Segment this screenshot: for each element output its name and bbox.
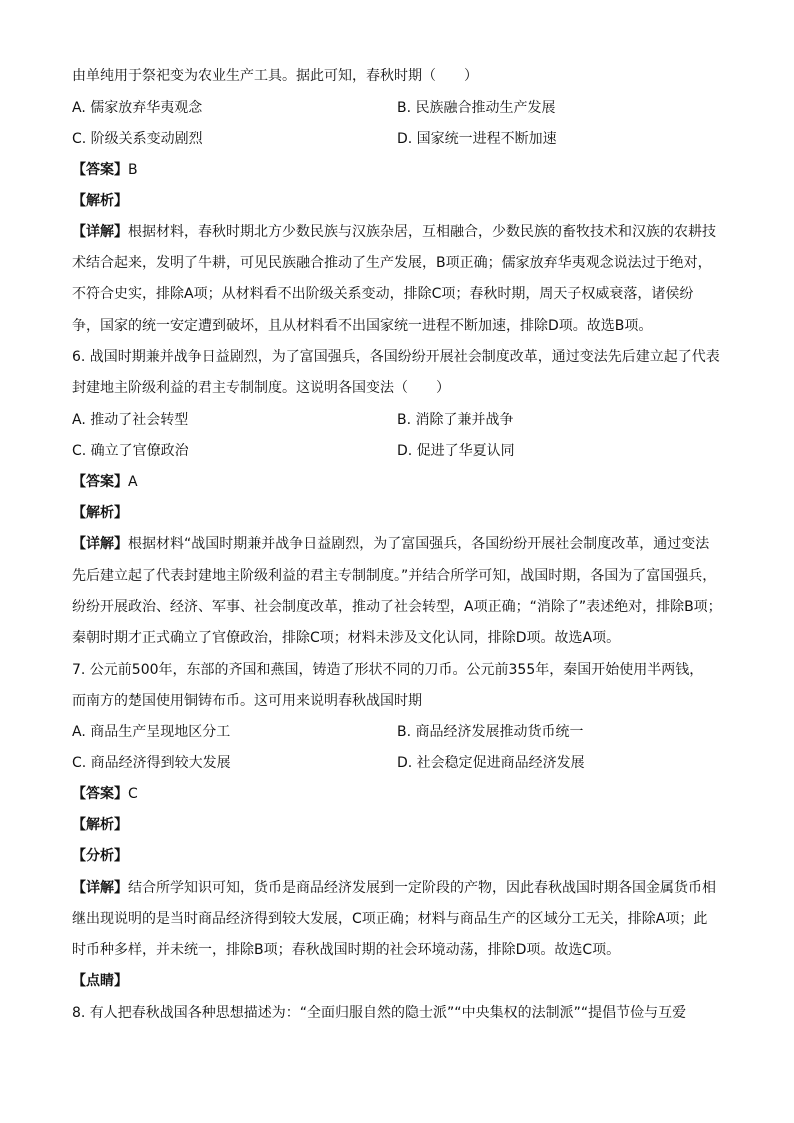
detail-text: 结合所学知识可知，货币是商品经济发展到一定阶段的产物，因此春秋战国时期各国金属货币相 — [128, 880, 716, 896]
answer-tag: 【答案】 — [72, 474, 128, 490]
q5-analysis-tag: 【解析】 — [72, 193, 128, 209]
q6-option-d: D. 促进了华夏认同 — [397, 443, 515, 459]
answer-tag: 【答案】 — [72, 786, 128, 802]
q5-detail-line-4: 争，国家的统一安定遭到破坏，且从材料看不出国家统一进程不断加速，排除D项。故选B项。 — [72, 318, 653, 334]
q7-stem-line-1: 7. 公元前500年，东部的齐国和燕国，铸造了形状不同的刀币。公元前355年，秦国开始使用半两钱， — [72, 662, 704, 678]
q8-stem-line-1: 8. 有人把春秋战国各种思想描述为：“全面归服自然的隐士派”“中央集权的法制派”“提倡节俭与互爱 — [72, 1005, 687, 1021]
q5-option-b: B. 民族融合推动生产发展 — [397, 100, 556, 116]
q7-option-a: A. 商品生产呈现地区分工 — [72, 724, 231, 740]
answer-value: C — [128, 786, 138, 802]
q7-detail-line-2: 继出现说明的是当时商品经济得到较大发展，C项正确；材料与商品生产的区域分工无关，排除A项；此 — [72, 911, 708, 927]
answer-value: A — [128, 474, 138, 490]
q6-option-a: A. 推动了社会转型 — [72, 412, 189, 428]
q7-option-b: B. 商品经济发展推动货币统一 — [397, 724, 584, 740]
q5-detail-line-3: 不符合史实，排除A项；从材料看不出阶级关系变动，排除C项；春秋时期，周天子权威衰落，诸侯纷 — [72, 286, 694, 302]
q5-answer — [72, 160, 138, 180]
answer-tag: 【答案】 — [72, 162, 128, 178]
detail-text: 根据材料“战国时期兼并战争日益剧烈，为了富国强兵，各国纷纷开展社会制度改革，通过变法 — [128, 536, 710, 552]
detail-text: 根据材料，春秋时期北方少数民族与汉族杂居，互相融合，少数民族的畜牧技术和汉族的农耕技 — [128, 224, 716, 240]
q7-option-c: C. 商品经济得到较大发展 — [72, 755, 231, 771]
detail-tag: 【详解】 — [72, 224, 128, 240]
q7-fenxi-tag: 【分析】 — [72, 848, 128, 864]
detail-tag: 【详解】 — [72, 536, 128, 552]
q5-option-c: C. 阶级关系变动剧烈 — [72, 131, 203, 147]
q7-detail-line-1 — [72, 878, 716, 898]
q6-stem-line-1: 6. 战国时期兼并战争日益剧烈，为了富国强兵，各国纷纷开展社会制度改革，通过变法先后建立起了代表 — [72, 349, 720, 365]
q7-detail-line-3: 时币种多样，并未统一，排除B项；春秋战国时期的社会环境动荡，排除D项。故选C项。 — [72, 942, 621, 958]
q7-analysis-tag: 【解析】 — [72, 817, 128, 833]
q6-detail-line-1 — [72, 534, 709, 554]
q7-stem-line-2: 而南方的楚国使用铜铸布币。这可用来说明春秋战国时期 — [72, 693, 422, 709]
q6-detail-line-2: 先后建立起了代表封建地主阶级利益的君主专制制度。”并结合所学可知，战国时期，各国为了富国强兵， — [72, 568, 717, 584]
q5-option-a: A. 儒家放弃华夷观念 — [72, 100, 203, 116]
answer-value: B — [128, 162, 138, 178]
q7-dianjing-tag: 【点睛】 — [72, 973, 128, 989]
detail-tag: 【详解】 — [72, 880, 128, 896]
q5-option-d: D. 国家统一进程不断加速 — [397, 131, 557, 147]
q7-answer — [72, 784, 138, 804]
q6-detail-line-3: 纷纷开展政治、经济、军事、社会制度改革，推动了社会转型，A项正确；“消除了”表述绝对，排除B项； — [72, 599, 722, 615]
q5-detail-line-2: 术结合起来，发明了牛耕，可见民族融合推动了生产发展，B项正确；儒家放弃华夷观念说法过于绝对， — [72, 255, 712, 271]
q5-detail-line-1 — [72, 222, 716, 242]
q6-detail-line-4: 秦朝时期才正式确立了官僚政治，排除C项；材料未涉及文化认同，排除D项。故选A项。 — [72, 630, 621, 646]
q5-stem-tail: 由单纯用于祭祀变为农业生产工具。据此可知，春秋时期（ ） — [72, 68, 478, 84]
q6-option-c: C. 确立了官僚政治 — [72, 443, 189, 459]
q6-stem-line-2: 封建地主阶级利益的君主专制制度。这说明各国变法（ ） — [72, 380, 450, 396]
q7-option-d: D. 社会稳定促进商品经济发展 — [397, 755, 585, 771]
q6-answer — [72, 472, 138, 492]
q6-analysis-tag: 【解析】 — [72, 505, 128, 521]
q6-option-b: B. 消除了兼并战争 — [397, 412, 514, 428]
